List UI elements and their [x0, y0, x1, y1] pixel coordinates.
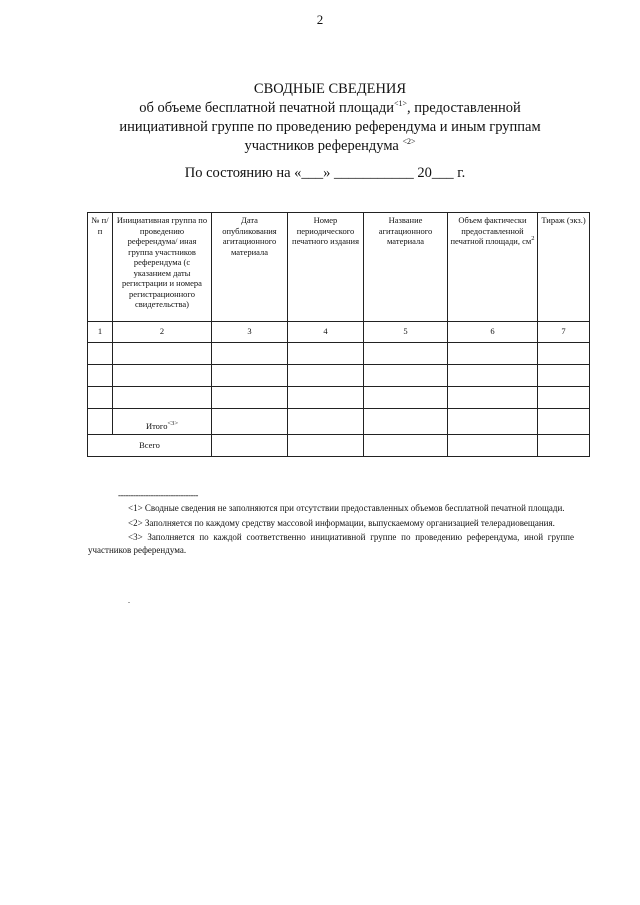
table-row — [88, 365, 590, 387]
column-number: 4 — [288, 322, 364, 343]
table-cell — [88, 365, 113, 387]
table-cell — [113, 387, 212, 409]
header-cell: Инициативная группа по проведению референдума/ иная группа участников референдума (с указанием даты регистрации и номера регистрационного свидетельства) — [113, 213, 212, 322]
table-row — [88, 387, 590, 409]
header-row — [88, 213, 590, 322]
squared-superscript: 2 — [531, 235, 535, 242]
table-cell — [288, 409, 364, 435]
table-cell — [88, 387, 113, 409]
summary-table — [87, 212, 590, 457]
footnote-1: <1> Сводные сведения не заполняются при отсутствии предоставленных объемов бесплатной печатной площади. — [128, 503, 565, 513]
footnote-2: <2> Заполняется по каждому средству массовой информации, выпускаемому организацией телерадиовещания. — [128, 517, 555, 528]
title-line-2 — [60, 99, 600, 118]
stray-mark: . — [128, 596, 130, 605]
table-cell — [538, 365, 590, 387]
title-line-2-tail: , предоставленной — [407, 100, 521, 116]
subtotal-label: Итого — [145, 420, 168, 431]
column-number: 3 — [212, 322, 288, 343]
column-number: 7 — [538, 322, 590, 343]
header-cell: № п/п — [88, 213, 113, 322]
table-cell — [212, 435, 288, 457]
table-cell — [364, 343, 448, 365]
table-cell — [88, 343, 113, 365]
header-cell: Дата опубликования агитационного материала — [212, 213, 288, 322]
grand-total-label: Всего — [88, 435, 212, 457]
table-cell — [448, 409, 538, 435]
title-line-4 — [60, 137, 600, 156]
footnote-3: <3> Заполняется по каждой соответственно инициативной группе по проведению референдума, иной группе участников референдума. — [88, 532, 574, 555]
footnote-ref-1: <1> — [394, 99, 408, 108]
title-line-3: инициативной группе по проведению референдума и иным группам — [119, 119, 541, 135]
table-cell — [212, 409, 288, 435]
header-cell-area-text: Объем фактически предоставленной печатной площади, см — [450, 215, 532, 246]
subtotal-row — [88, 409, 590, 435]
column-number: 2 — [113, 322, 212, 343]
table-cell — [364, 435, 448, 457]
header-cell: Название агитационного материала — [364, 213, 448, 322]
header-cell-area — [448, 213, 538, 322]
table-cell — [212, 343, 288, 365]
column-number-row — [88, 322, 590, 343]
table-cell — [364, 409, 448, 435]
footnotes — [88, 502, 574, 558]
grand-total-row — [88, 435, 590, 457]
column-number: 5 — [364, 322, 448, 343]
column-number: 1 — [88, 322, 113, 343]
footnote-ref-2: <2> — [402, 137, 416, 146]
subtotal-label-cell — [113, 409, 212, 435]
table-cell — [364, 387, 448, 409]
table-cell — [364, 365, 448, 387]
table-cell — [538, 435, 590, 457]
header-cell: Тираж (экз.) — [538, 213, 590, 322]
table-cell — [448, 435, 538, 457]
table-cell — [113, 365, 212, 387]
table-cell — [212, 387, 288, 409]
table-cell — [538, 343, 590, 365]
table-cell — [538, 387, 590, 409]
table-row — [88, 343, 590, 365]
table-cell — [288, 435, 364, 457]
table-cell — [538, 409, 590, 435]
page-number: 2 — [316, 12, 324, 27]
table-cell — [288, 387, 364, 409]
title-line-2-text: об объеме бесплатной печатной площади — [139, 100, 395, 116]
footnote-separator: -------------------------------- — [118, 490, 198, 500]
table-cell — [288, 343, 364, 365]
date-line: По состоянию на «___» ___________ 20___ г. — [184, 165, 466, 181]
table-cell — [113, 343, 212, 365]
table-cell — [448, 343, 538, 365]
column-number: 6 — [448, 322, 538, 343]
footnote-ref-3: <3> — [167, 419, 179, 427]
table-cell — [448, 365, 538, 387]
document-title — [60, 80, 600, 156]
table-cell — [212, 365, 288, 387]
table-cell — [88, 409, 113, 435]
title-line-1: СВОДНЫЕ СВЕДЕНИЯ — [253, 81, 407, 97]
header-cell: Номер периодического печатного издания — [288, 213, 364, 322]
table-cell — [288, 365, 364, 387]
table-cell — [448, 387, 538, 409]
title-line-4-text: участников референдума — [244, 138, 399, 154]
